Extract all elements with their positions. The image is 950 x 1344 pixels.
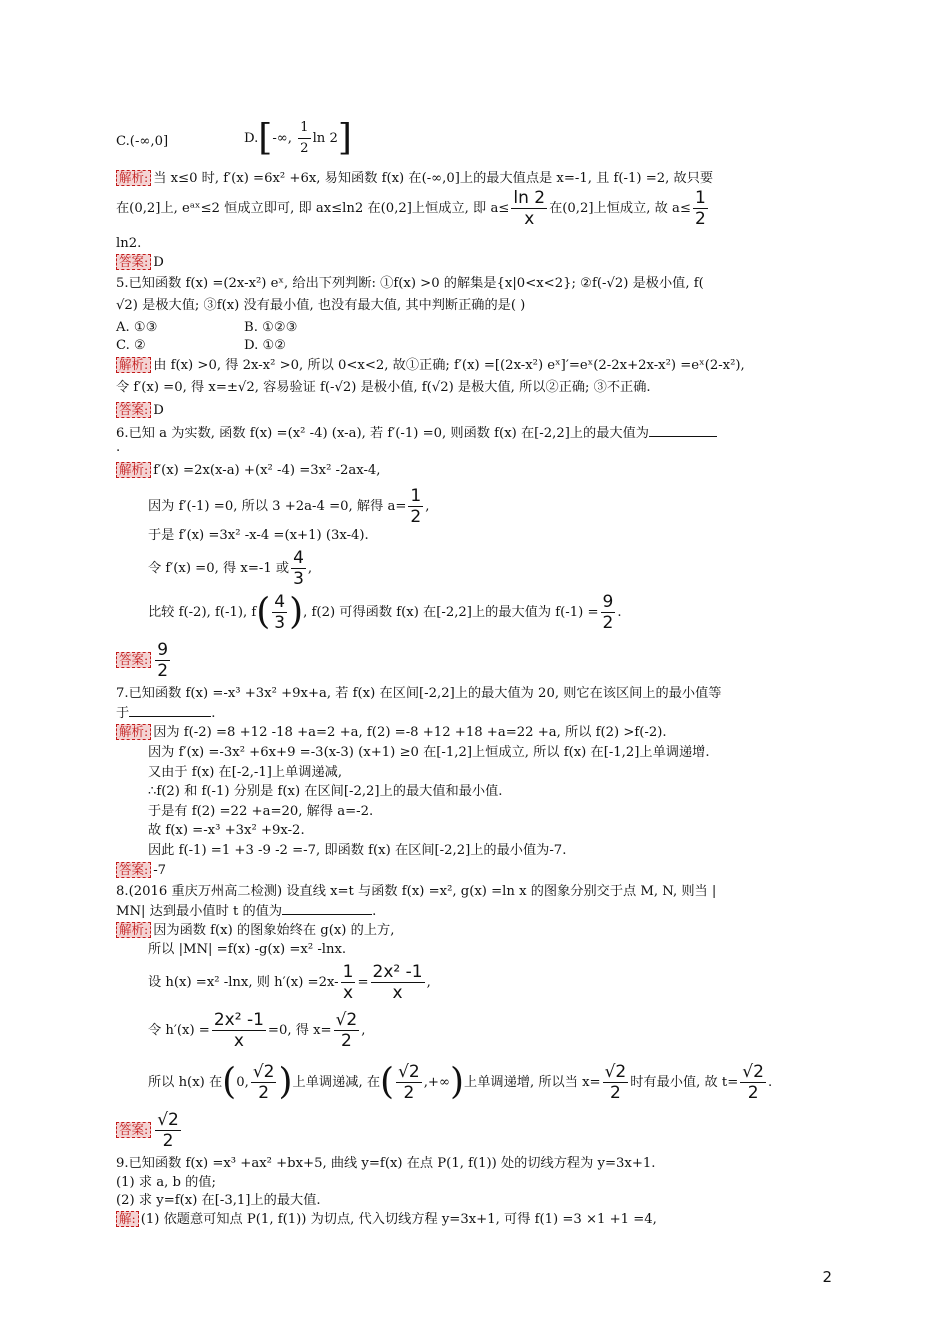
q7-stem-line1: 7.已知函数 f(x) =-x³ +3x² +9x+a, 若 f(x) 在区间[-2,2]上的最大值为 20, 则它在该区间上的最小值等 xyxy=(116,686,722,701)
q5-answer xyxy=(116,402,164,419)
paren-right: ) xyxy=(278,1061,293,1103)
frac-num: 2x² -1 xyxy=(213,1010,264,1030)
solution-tag: 解: xyxy=(116,1211,139,1227)
page-number: 2 xyxy=(822,1268,832,1286)
answer-tag: 答案: xyxy=(116,402,151,418)
q7-answer-value: -7 xyxy=(153,863,167,878)
q6-text5c: . xyxy=(617,605,622,620)
q4-text1: 当 x≤0 时, f′(x) =6x² +6x, 易知函数 f(x) 在(-∞,0]上的最大值点是 x=-1, 且 f(-1) =2, 故只要 xyxy=(153,171,714,186)
q4-analysis-line3: ln2. xyxy=(116,236,142,251)
q4-answer-value: D xyxy=(153,255,164,270)
q6-text4a: 令 f′(x) =0, 得 x=-1 或 xyxy=(148,561,290,576)
bracket-left: [ xyxy=(258,117,273,159)
q8-text4c: , xyxy=(361,1023,366,1038)
option-d xyxy=(244,118,352,159)
q8-analysis-line4 xyxy=(148,1010,365,1051)
q6-text: 6.已知 a 为实数, 函数 f(x) =(x² -4) (x-a), 若 f′(-1) =0, 则函数 f(x) 在[-2,2]上的最大值为 xyxy=(116,426,649,441)
frac-num: 4 xyxy=(274,592,286,612)
answer-tag: 答案: xyxy=(116,254,151,270)
frac-num: √2 xyxy=(252,1062,275,1082)
analysis-tag: 解析: xyxy=(116,724,151,740)
q6-stem-end: . xyxy=(116,440,121,455)
q9-stem-line2: (1) 求 a, b 的值; xyxy=(116,1175,216,1190)
q8-text5a: 所以 h(x) 在 xyxy=(148,1075,223,1090)
q7-analysis-line4: ∴f(2) 和 f(-1) 分别是 f(x) 在区间[-2,2]上的最大值和最小值. xyxy=(148,784,503,799)
frac-num: √2 xyxy=(335,1010,358,1030)
q5-text1: 由 f(x) >0, 得 2x-x² >0, 所以 0<x<2, 故①正确; f′(x) =[(2x-x²) eˣ]′=eˣ(2-2x+2x-x²) =eˣ(2-x²), xyxy=(153,358,745,373)
q7-analysis-line7: 因此 f(-1) =1 +3 -9 -2 =-7, 即函数 f(x) 在区间[-2,2]上的最小值为-7. xyxy=(148,843,567,858)
frac-den: x xyxy=(233,1031,244,1051)
q6-analysis-line3: 于是 f′(x) =3x² -x-4 =(x+1) (3x-4). xyxy=(148,528,369,543)
option-c: C.(-∞,0] xyxy=(116,134,169,149)
paren-left: ( xyxy=(380,1061,395,1103)
q7-analysis-line6: 故 f(x) =-x³ +3x² +9x-2. xyxy=(148,823,305,838)
q6-text4b: , xyxy=(307,561,313,576)
q4-analysis-line2 xyxy=(116,188,710,229)
q7-analysis-line5: 于是有 f(2) =22 +a=20, 解得 a=-2. xyxy=(148,804,374,819)
q5-analysis-line2: 令 f′(x) =0, 得 x=±√2, 容易验证 f(-√2) 是极小值, f(√2) 是极大值, 所以②正确; ③不正确. xyxy=(116,380,651,395)
frac-den: 2 xyxy=(602,613,614,633)
frac-num: √2 xyxy=(604,1062,627,1082)
frac-num: 1 xyxy=(410,486,422,506)
frac-num: √2 xyxy=(157,1110,179,1130)
q6-text2a: 因为 f′(-1) =0, 所以 3 +2a-4 =0, 解得 a= xyxy=(148,499,407,514)
q6-text5b: , f(2) 可得函数 f(x) 在[-2,2]上的最大值为 f(-1) = xyxy=(303,605,599,620)
q8-text1: 因为函数 f(x) 的图象始终在 g(x) 的上方, xyxy=(153,923,395,938)
analysis-tag: 解析: xyxy=(116,462,151,478)
q6-answer xyxy=(116,640,172,681)
q7-analysis-line2: 因为 f′(x) =-3x² +6x+9 =-3(x-3) (x+1) ≥0 在[-1,2]上恒成立, 所以 f(x) 在[-1,2]上单调递增. xyxy=(148,745,710,760)
analysis-tag: 解析: xyxy=(116,357,151,373)
q7-analysis-line1 xyxy=(116,724,667,741)
frac-num: √2 xyxy=(398,1062,420,1082)
frac-den: 2 xyxy=(258,1083,270,1103)
option-d-tail: ln 2 xyxy=(312,131,338,146)
q7-text: 于 xyxy=(116,706,130,721)
q8-eq: = xyxy=(357,975,369,990)
q4-text2a: 在(0,2]上, eᵃˣ≤2 恒成立即可, 即 ax≤ln2 在(0,2]上恒成立, 即 a≤ xyxy=(116,201,510,216)
q8-text5c: 上单调递增, 所以当 x= xyxy=(464,1075,601,1090)
q8-end: . xyxy=(372,904,377,919)
q9-solution-line1 xyxy=(116,1211,657,1228)
q8-text4a: 令 h′(x) = xyxy=(148,1023,210,1038)
q5-option-c: C. ② xyxy=(116,338,146,353)
q8-text: MN| 达到最小值时 t 的值为 xyxy=(116,904,283,919)
q5-option-b: B. ①②③ xyxy=(244,320,298,335)
frac-den: 2 xyxy=(410,507,422,527)
frac-den: 3 xyxy=(293,569,304,589)
frac-num: 4 xyxy=(293,548,304,568)
analysis-tag: 解析: xyxy=(116,170,151,186)
q8-analysis-line1 xyxy=(116,922,394,939)
q8-analysis-line3 xyxy=(148,962,431,1003)
q6-text5a: 比较 f(-2), f(-1), f xyxy=(148,605,257,620)
answer-blank xyxy=(129,704,211,717)
answer-tag: 答案: xyxy=(116,652,151,668)
q7-answer xyxy=(116,862,166,879)
option-d-label: D. xyxy=(244,131,259,146)
q7-stem-line2 xyxy=(116,704,215,722)
q7-analysis-line3: 又由于 f(x) 在[-2,-1]上单调递减, xyxy=(148,765,343,780)
q6-analysis-line1 xyxy=(116,462,381,479)
q8-analysis-line5 xyxy=(148,1062,772,1103)
frac-den: 2 xyxy=(162,1131,174,1151)
q7-text1: 因为 f(-2) =8 +12 -18 +a=2 +a, f(2) =-8 +12 +18 +a=22 +a, 所以 f(2) >f(-2). xyxy=(153,725,667,740)
q8-answer xyxy=(116,1110,183,1151)
paren-left: ( xyxy=(256,591,271,633)
q8-text3b: , xyxy=(426,975,431,990)
frac-den: 2 xyxy=(300,141,309,156)
answer-tag: 答案: xyxy=(116,862,151,878)
frac-den: 2 xyxy=(609,1083,621,1103)
frac-num: √2 xyxy=(742,1062,764,1082)
q4-analysis-line1 xyxy=(116,170,713,187)
q5-stem-line1: 5.已知函数 f(x) =(2x-x²) eˣ, 给出下列判断: ①f(x) >0 的解集是{x|0<x<2}; ②f(-√2) 是极小值, f( xyxy=(116,276,704,291)
q8-interval2-end: ,+∞ xyxy=(423,1075,450,1090)
q8-text5e: . xyxy=(767,1075,773,1090)
answer-blank xyxy=(649,424,717,437)
q4-text2b: 在(0,2]上恒成立, 故 a≤ xyxy=(549,201,691,216)
q9-stem-line1: 9.已知函数 f(x) =x³ +ax² +bx+5, 曲线 y=f(x) 在点 P(1, f(1)) 处的切线方程为 y=3x+1. xyxy=(116,1156,656,1171)
q8-text4b: =0, 得 x= xyxy=(267,1023,332,1038)
answer-blank xyxy=(282,902,372,915)
q6-analysis-line4 xyxy=(148,548,312,589)
q5-answer-value: D xyxy=(153,403,164,418)
q6-stem-line1 xyxy=(116,424,717,442)
q8-analysis-line2: 所以 |MN| =f(x) -g(x) =x² -lnx. xyxy=(148,942,347,957)
q8-interval1-start: 0, xyxy=(236,1075,249,1090)
frac-den: 2 xyxy=(403,1083,415,1103)
frac-den: x xyxy=(524,209,535,229)
bracket-right: ] xyxy=(337,117,352,159)
paren-right: ) xyxy=(449,1061,465,1103)
q6-text2b: , xyxy=(425,499,430,514)
frac-den: 2 xyxy=(341,1031,352,1051)
q6-analysis-line2 xyxy=(148,486,429,527)
q9-stem-line3: (2) 求 y=f(x) 在[-3,1]上的最大值. xyxy=(116,1193,321,1208)
q8-text5b: 上单调递减, 在 xyxy=(292,1075,381,1090)
answer-tag: 答案: xyxy=(116,1122,151,1138)
frac-den: 2 xyxy=(747,1083,759,1103)
frac-den: 2 xyxy=(157,661,169,681)
paren-left: ( xyxy=(222,1061,237,1103)
option-d-expr: -∞, xyxy=(272,131,297,146)
frac-num: ln 2 xyxy=(513,188,546,208)
frac-num: 9 xyxy=(157,640,169,660)
frac-num: 2x² -1 xyxy=(372,962,423,982)
q8-stem-line2 xyxy=(116,902,376,920)
q4-answer xyxy=(116,254,164,271)
frac-den: x xyxy=(392,983,403,1003)
q5-option-a: A. ①③ xyxy=(116,320,158,335)
paren-right: ) xyxy=(289,591,304,633)
frac-den: 2 xyxy=(694,209,706,229)
q5-option-d: D. ①② xyxy=(244,338,287,353)
frac-num: 1 xyxy=(298,118,310,139)
frac-num: 9 xyxy=(602,592,614,612)
q6-analysis-line5 xyxy=(148,592,622,633)
q9-text1: (1) 依题意可知点 P(1, f(1)) 为切点, 代入切线方程 y=3x+1, 可得 f(1) =3 ×1 +1 =4, xyxy=(140,1212,657,1227)
q8-stem-line1: 8.(2016 重庆万州高二检测) 设直线 x=t 与函数 f(x) =x², g(x) =ln x 的图象分别交于点 M, N, 则当 | xyxy=(116,884,717,899)
q8-text3a: 设 h(x) =x² -lnx, 则 h′(x) =2x- xyxy=(148,975,339,990)
q8-text5d: 时有最小值, 故 t= xyxy=(630,1075,739,1090)
frac-num: 1 xyxy=(694,188,706,208)
analysis-tag: 解析: xyxy=(116,922,151,938)
frac-num: 1 xyxy=(342,962,354,982)
q7-end: . xyxy=(211,706,216,721)
q5-analysis-line1 xyxy=(116,357,745,374)
q6-text1: f′(x) =2x(x-a) +(x² -4) =3x² -2ax-4, xyxy=(153,463,381,478)
frac-den: x xyxy=(343,983,354,1003)
q5-stem-line2: √2) 是极大值; ③f(x) 没有最小值, 也没有最大值, 其中判断正确的是( ) xyxy=(116,298,526,313)
frac-den: 3 xyxy=(274,613,286,633)
